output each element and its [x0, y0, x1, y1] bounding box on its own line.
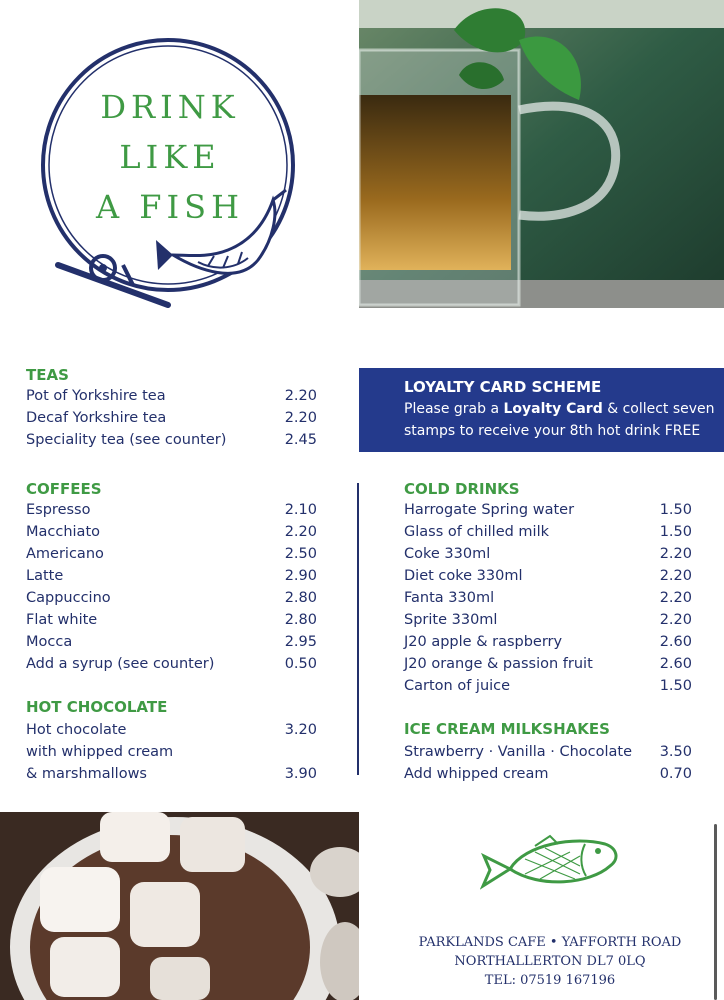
- loyalty-card-banner: [359, 368, 724, 452]
- milkshake-item-price: 3.50: [659, 744, 692, 760]
- loyalty-text-line-2: stamps to receive your 8th hot drink FREE: [404, 423, 701, 439]
- cold-drink-item-price: 2.60: [659, 656, 692, 672]
- tea-item-price: 2.45: [284, 432, 317, 448]
- tea-glass-photo: [359, 0, 724, 308]
- teas-heading: TEAS: [26, 366, 69, 384]
- coffee-item-name: Flat white: [26, 612, 98, 628]
- cold-drink-item-name: Diet coke 330ml: [404, 568, 523, 584]
- cold-drinks-heading: COLD DRINKS: [404, 480, 520, 498]
- coffee-item-price: 2.95: [284, 634, 317, 650]
- cold-drink-item-name: Sprite 330ml: [404, 612, 498, 628]
- hot-chocolate-item-price: 3.20: [284, 722, 317, 738]
- scrollbar[interactable]: [714, 824, 717, 1000]
- coffee-item-name: Macchiato: [26, 524, 101, 540]
- tea-item-price: 2.20: [284, 410, 317, 426]
- cold-drink-item-price: 1.50: [659, 524, 692, 540]
- hot-chocolate-heading: HOT CHOCOLATE: [26, 698, 168, 716]
- coffee-item-name: Cappuccino: [26, 590, 111, 606]
- cold-drink-item-price: 2.20: [659, 568, 692, 584]
- fish-icon: [480, 834, 620, 898]
- cold-drink-item-name: Coke 330ml: [404, 546, 491, 562]
- loyalty-text-post: & collect seven: [602, 401, 715, 417]
- cold-drink-item-price: 2.60: [659, 634, 692, 650]
- hot-chocolate-item-name: Hot chocolate: [26, 722, 127, 738]
- coffees-heading: COFFEES: [26, 480, 102, 498]
- loyalty-text-pre: Please grab a: [404, 401, 504, 417]
- cold-drink-item-price: 2.20: [659, 546, 692, 562]
- loyalty-title: LOYALTY CARD SCHEME: [404, 378, 602, 396]
- tea-item-name: Decaf Yorkshire tea: [26, 410, 167, 426]
- milkshakes-heading: ICE CREAM MILKSHAKES: [404, 720, 610, 738]
- tea-item-name: Pot of Yorkshire tea: [26, 388, 166, 404]
- cold-drink-item-name: Glass of chilled milk: [404, 524, 550, 540]
- coffee-item-price: 0.50: [284, 656, 317, 672]
- cold-drink-item-name: Fanta 330ml: [404, 590, 495, 606]
- hot-chocolate-item-price: 3.90: [284, 766, 317, 782]
- cold-drink-item-name: Carton of juice: [404, 678, 511, 694]
- coffee-item-price: 2.50: [284, 546, 317, 562]
- coffee-item-name: Espresso: [26, 502, 91, 518]
- logo-line-2: LIKE: [119, 138, 221, 176]
- loyalty-card-bold: Loyalty Card: [503, 401, 603, 417]
- address-line-2: NORTHALLERTON DL7 0LQ: [454, 954, 646, 969]
- milkshake-item-name: Strawberry · Vanilla · Chocolate: [404, 744, 633, 760]
- logo-line-3: A FISH: [96, 188, 244, 226]
- coffee-item-name: Add a syrup (see counter): [26, 656, 215, 672]
- coffee-item-name: Americano: [26, 546, 104, 562]
- cold-drink-item-price: 2.20: [659, 590, 692, 606]
- hot-chocolate-item-name: with whipped cream: [26, 744, 174, 760]
- coffee-item-price: 2.20: [284, 524, 317, 540]
- coffee-item-price: 2.90: [284, 568, 317, 584]
- cold-drink-item-price: 2.20: [659, 612, 692, 628]
- coffee-item-price: 2.80: [284, 590, 317, 606]
- coffee-item-price: 2.80: [284, 612, 317, 628]
- column-divider: [357, 483, 359, 775]
- address-phone: TEL: 07519 167196: [484, 973, 616, 988]
- cold-drink-item-price: 1.50: [659, 502, 692, 518]
- coffee-item-name: Latte: [26, 568, 64, 584]
- cold-drink-item-name: J20 apple & raspberry: [404, 634, 563, 650]
- milkshake-item-price: 0.70: [659, 766, 692, 782]
- coffee-item-name: Mocca: [26, 634, 73, 650]
- hot-chocolate-photo: [0, 812, 359, 1000]
- cold-drink-item-name: J20 orange & passion fruit: [404, 656, 593, 672]
- milkshake-item-name: Add whipped cream: [404, 766, 549, 782]
- hot-chocolate-item-name: & marshmallows: [26, 766, 147, 782]
- tea-item-name: Speciality tea (see counter): [26, 432, 227, 448]
- logo-line-1: DRINK: [100, 88, 240, 126]
- cold-drink-item-price: 1.50: [659, 678, 692, 694]
- cold-drink-item-name: Harrogate Spring water: [404, 502, 575, 518]
- logo-text: [70, 82, 270, 232]
- coffee-item-price: 2.10: [284, 502, 317, 518]
- address-line-1: PARKLANDS CAFE • YAFFORTH ROAD: [418, 935, 682, 950]
- loyalty-text-line-1: [404, 401, 715, 417]
- tea-item-price: 2.20: [284, 388, 317, 404]
